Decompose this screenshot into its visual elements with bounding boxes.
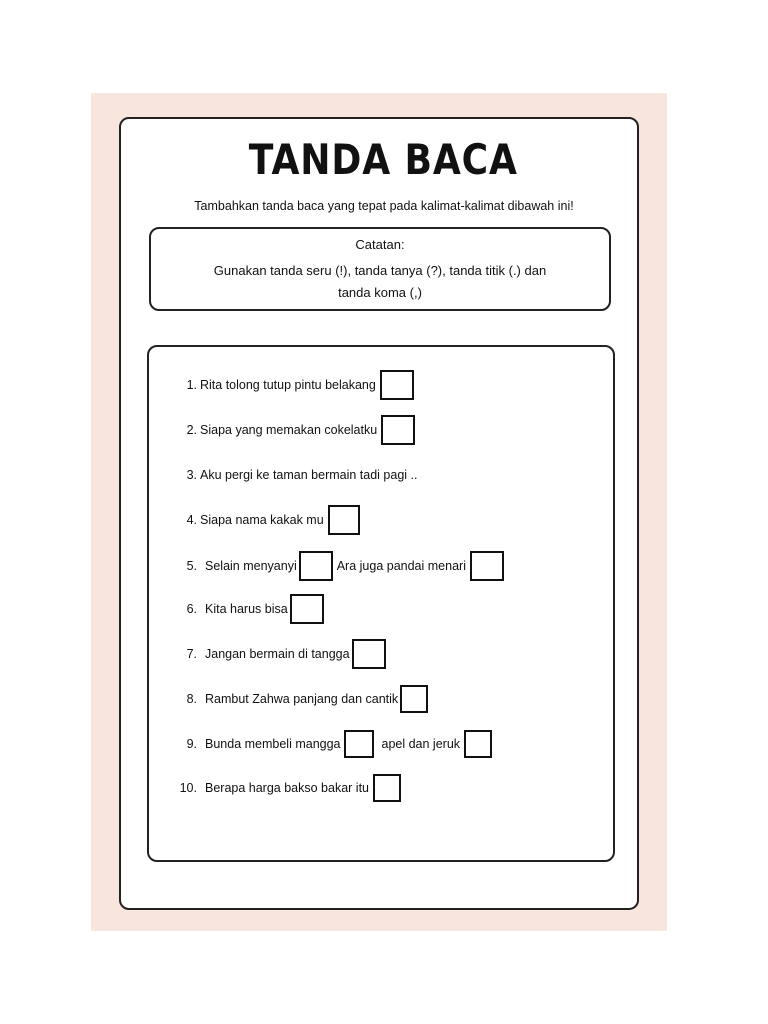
answer-box[interactable]: [400, 685, 428, 713]
answer-box[interactable]: [352, 639, 386, 669]
answer-box[interactable]: [470, 551, 504, 581]
list-item: [179, 369, 418, 401]
item-text: Siapa nama kakak mu: [200, 513, 324, 527]
note-line-2: tanda koma (,): [338, 285, 422, 300]
item-text: Jangan bermain di tangga: [205, 647, 350, 661]
item-number: 2.: [186, 423, 197, 437]
item-text: Kita harus bisa: [205, 602, 288, 616]
item-text: Bunda membeli mangga: [205, 737, 341, 751]
list-item: [179, 504, 364, 536]
note-text: [171, 260, 589, 304]
item-text: Rita tolong tutup pintu belakang: [200, 378, 376, 392]
worksheet-instruction: Tambahkan tanda baca yang tepat pada kalimat-kalimat dibawah ini!: [194, 199, 574, 213]
list-item: [179, 683, 432, 715]
item-number: 4.: [186, 513, 197, 527]
list-item: [179, 728, 496, 760]
item-number: 9.: [186, 737, 197, 751]
worksheet-title: TANDA BACA: [248, 135, 518, 184]
note-title: Catatan:: [355, 237, 405, 252]
item-text: Rambut Zahwa panjang dan cantik: [205, 692, 399, 706]
note-line-1: Gunakan tanda seru (!), tanda tanya (?), tanda titik (.) dan: [213, 263, 547, 278]
exercise-list: [147, 345, 615, 862]
answer-box[interactable]: [299, 551, 333, 581]
item-text: Berapa harga bakso bakar itu: [205, 781, 369, 795]
answer-box[interactable]: [328, 505, 360, 535]
item-number: 6.: [186, 602, 197, 616]
item-number: 10.: [179, 781, 197, 795]
item-text: apel dan jeruk: [381, 737, 461, 751]
list-item: [175, 772, 405, 804]
note-box: [149, 227, 611, 311]
answer-box[interactable]: [344, 730, 374, 758]
list-item: [179, 459, 417, 491]
answer-box[interactable]: [464, 730, 492, 758]
list-item: [179, 414, 419, 446]
answer-box[interactable]: [290, 594, 324, 624]
item-text: Selain menyanyi: [205, 559, 297, 573]
item-number: 5.: [186, 559, 197, 573]
answer-box[interactable]: [373, 774, 401, 802]
answer-box[interactable]: [381, 415, 415, 445]
item-text: Ara juga pandai menari: [336, 559, 466, 573]
list-item: [179, 550, 508, 582]
answer-box[interactable]: [380, 370, 414, 400]
list-item: [179, 593, 328, 625]
item-text: Aku pergi ke taman bermain tadi pagi ..: [200, 468, 418, 482]
list-item: [179, 638, 390, 670]
item-text: Siapa yang memakan cokelatku: [200, 423, 378, 437]
item-number: 8.: [186, 692, 197, 706]
item-number: 1.: [186, 378, 197, 392]
item-number: 7.: [186, 647, 197, 661]
item-number: 3.: [186, 468, 197, 482]
